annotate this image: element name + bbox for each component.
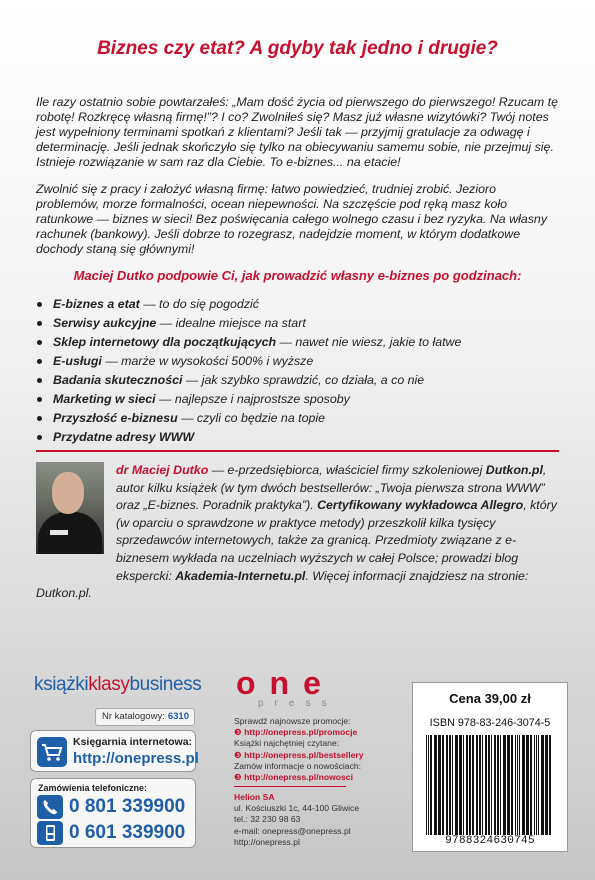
barcode-bar	[472, 735, 474, 835]
barcode-bar	[503, 735, 506, 835]
barcode-bar	[497, 735, 499, 835]
barcode-bar	[452, 735, 453, 835]
barcode-bar	[549, 735, 551, 835]
catalog-label: Nr katalogowy:	[102, 711, 165, 722]
isbn: ISBN 978-83-246-3074-5	[429, 717, 551, 729]
barcode-bar	[534, 735, 535, 835]
bestsellers-link[interactable]: http://onepress.pl/bestsellery	[244, 749, 364, 760]
list-item	[34, 409, 564, 428]
publisher-logo-main: one	[236, 665, 335, 701]
shop-url[interactable]: http://onepress.pl	[73, 750, 199, 767]
barcode-bar	[494, 735, 496, 835]
barcode-bar	[541, 735, 544, 835]
barcode-bar	[426, 735, 427, 835]
topic-title: Marketing w sieci	[53, 392, 156, 406]
bio-text: , który (w oparciu o sprawdzone w praktyce metody) przeszkolił kilka tysięcy sprzedawców internetowych, także za granicą. Przedmioty związane z e-biznesem wykłada na uczelniach wyższych w całej Polsce; prowadzi blog ekspercki:	[116, 498, 557, 583]
phone-orders-label: Zamówienia telefoniczne:	[38, 783, 148, 793]
barcode-bar	[507, 735, 510, 835]
publisher-logo	[236, 665, 338, 709]
phone-number[interactable]: 0 801 339900	[69, 796, 186, 817]
shop-label: Księgarnia internetowa:	[73, 736, 193, 748]
topic-desc: — marże w wysokości 500% i wyższe	[101, 354, 314, 368]
bio-text: . Więcej informacji znajdziesz na stronie: Dutkon.pl.	[36, 568, 529, 601]
catalog-number	[95, 708, 195, 726]
promo-link[interactable]: http://onepress.pl/promocje	[244, 727, 358, 738]
list-item	[34, 314, 564, 333]
topic-desc: — czyli co będzie na topie	[177, 411, 326, 425]
barcode-bar	[449, 735, 451, 835]
barcode-bar	[463, 735, 464, 835]
phone-icon	[37, 795, 63, 819]
intro-paragraph-2: Zwolnić się z pracy i założyć własną firmę: łatwo powiedzieć, trudniej zrobić. Jezioro problemów, morze formalności, ocean niepewności. Na szczęście pod ręką masz koło ratunkowe — biznes w sieci! Bez poświęcania całego wolnego czasu i bez ryzyka. Na własny rachunek (bankowy). Jeśli dobrze to rozegrasz, nadejdzie moment, w którym dodatkowe dochody staną się głównymi!	[36, 182, 548, 256]
publisher-phone: tel.: 32 230 98 63	[234, 814, 301, 825]
barcode-bar	[466, 735, 468, 835]
publisher-info	[234, 792, 394, 848]
divider	[234, 786, 346, 787]
barcode-bar	[545, 735, 548, 835]
list-item	[34, 333, 564, 352]
news-link[interactable]: http://onepress.pl/nowosci	[244, 772, 353, 783]
intro-paragraph-1: Ile razy ostatnio sobie powtarzałeś: „Mam dość życia od pierwszego do pierwszego! Rzucam tę robotę! Rozkręcę własną firmę!”? I co? Zwolniłeś się? Masz już własne wizytówki? Twój notes jest wypełniony terminami spotkań z klientami? Jeśli tak — przyjmij gratulacje za odwagę i determinację. Jeśli jednak skończyło się tylko na obiecywaniu samemu sobie, nie przejmuj się. Istnieje rozwiązanie w sam raz dla Ciebie. To e-biznes... na etacie!	[36, 95, 559, 169]
barcode	[424, 735, 556, 835]
barcode-bar	[430, 735, 432, 835]
barcode-bar	[459, 735, 462, 835]
barcode-bar	[536, 735, 537, 835]
barcode-bar	[515, 735, 516, 835]
publisher-logo-sub: press	[258, 698, 338, 709]
topic-title: E-biznes a etat	[53, 297, 140, 311]
headline: Biznes czy etat? A gdyby tak jedno i drugie?	[97, 38, 498, 59]
bio-text: , autor kilku książek (w tym dwóch bestsellerów: „Twoja pierwsza strona WWW” oraz „E-biznes. Poradnik praktyka”).	[116, 463, 547, 513]
list-item	[34, 390, 564, 409]
promo-links: Sprawdź najnowsze promocje: ❸ http://onepress.pl/promocje Książki najchętniej czytane: ❸ http://onepress.pl/bestsellery Zamów informacje o nowościach: ❸ http://onepress.pl/nowosci	[234, 716, 394, 783]
barcode-bar	[482, 735, 483, 835]
blog-name: Akademia-Internetu.pl	[175, 568, 306, 583]
topics-list	[34, 295, 564, 447]
promo-label: Sprawdź najnowsze promocje:	[234, 716, 351, 726]
series-logo-part: business	[129, 674, 202, 695]
barcode-bar	[538, 735, 539, 835]
barcode-bar	[438, 735, 441, 835]
barcode-digits: 9788324630745	[445, 835, 535, 847]
barcode-bar	[526, 735, 529, 835]
publisher-website[interactable]: http://onepress.pl	[234, 836, 300, 847]
topic-desc: — nawet nie wiesz, jakie to łatwe	[276, 335, 462, 349]
certification: Certyfikowany wykładowca Allegro	[317, 498, 524, 513]
barcode-bar	[522, 735, 525, 835]
list-item	[34, 352, 564, 371]
publisher-email[interactable]: e-mail: onepress@onepress.pl	[234, 825, 351, 836]
topic-title: Sklep internetowy dla początkujących	[53, 335, 277, 349]
topic-desc: — idealne miejsce na start	[156, 316, 306, 330]
catalog-value: 6310	[167, 711, 189, 722]
barcode-bar	[446, 735, 448, 835]
barcode-bar	[476, 735, 478, 835]
author-bio	[36, 462, 562, 603]
phone-orders-box	[30, 778, 196, 848]
subheading: Maciej Dutko podpowie Ci, jak prowadzić własny e-biznes po godzinach:	[73, 268, 522, 283]
bio-text: — e-przedsiębiorca, właściciel firmy szkoleniowej	[208, 463, 486, 477]
barcode-bar	[479, 735, 481, 835]
barcode-bar	[511, 735, 513, 835]
list-item	[34, 428, 564, 447]
divider	[36, 450, 559, 452]
promo-label: Zamów informacje o nowościach:	[234, 760, 362, 771]
barcode-bar	[530, 735, 532, 835]
topic-title: Przydatne adresy WWW	[53, 430, 195, 444]
company-name: Dutkon.pl	[485, 463, 543, 477]
list-item	[34, 371, 564, 390]
barcode-bar	[442, 735, 444, 835]
list-item	[34, 295, 564, 314]
topic-desc: — najlepsze i najprostsze sposoby	[155, 392, 350, 406]
topic-title: Przyszłość e-biznesu	[53, 411, 178, 425]
barcode-bar	[485, 735, 487, 835]
topic-title: E-usługi	[53, 354, 102, 368]
phone-number[interactable]: 0 601 339900	[69, 822, 186, 843]
barcode-bar	[455, 735, 458, 835]
series-logo-part: książki	[34, 674, 89, 695]
barcode-bar	[434, 735, 437, 835]
series-logo	[34, 674, 201, 696]
series-logo-part: klasy	[88, 674, 130, 695]
publisher-address: ul. Kościuszki 1c, 44-100 Gliwice	[234, 803, 360, 814]
online-shop-box[interactable]	[30, 730, 199, 772]
shopping-cart-icon	[37, 737, 67, 767]
price-box	[412, 682, 568, 852]
author-name: dr Maciej Dutko	[116, 463, 209, 477]
mobile-phone-icon	[37, 821, 63, 845]
publisher-name: Helion SA	[234, 792, 275, 802]
barcode-bar	[469, 735, 471, 835]
topic-desc: — to do się pogodzić	[139, 297, 259, 311]
barcode-bar	[428, 735, 429, 835]
topic-title: Badania skuteczności	[53, 373, 183, 387]
barcode-bar	[488, 735, 490, 835]
topic-desc: — jak szybko sprawdzić, co działa, a co nie	[182, 373, 425, 387]
topic-title: Serwisy aukcyjne	[53, 316, 157, 330]
barcode-bar	[491, 735, 492, 835]
barcode-bar	[519, 735, 520, 835]
price: Cena 39,00 zł	[449, 691, 531, 706]
promo-label: Książki najchętniej czytane:	[234, 738, 340, 749]
barcode-bar	[500, 735, 501, 835]
barcode-bar	[517, 735, 518, 835]
